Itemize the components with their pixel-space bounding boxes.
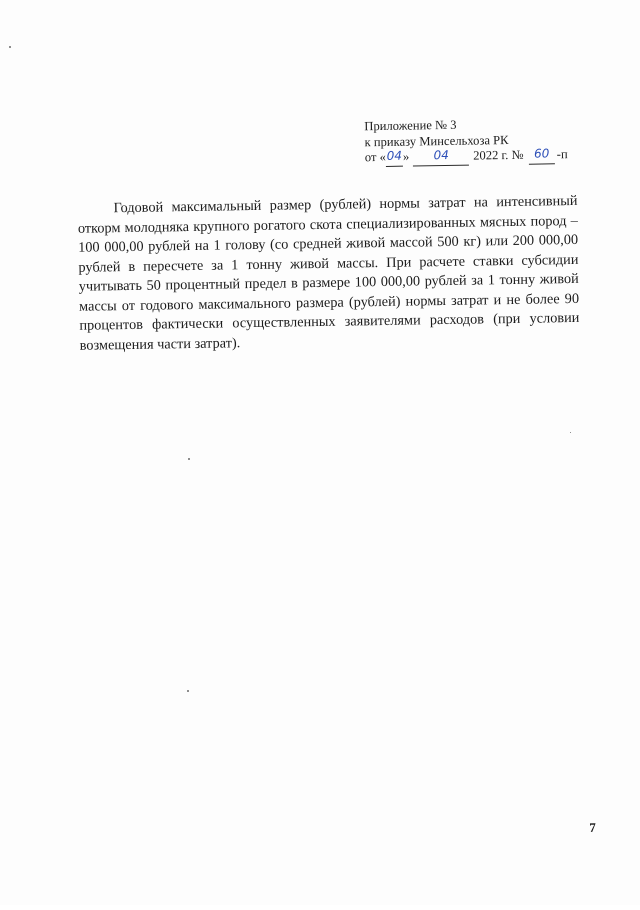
scan-speck xyxy=(570,432,571,433)
appendix-title: Приложение № 3 xyxy=(364,117,457,134)
handwritten-month: 04 xyxy=(433,147,449,163)
appendix-date-line xyxy=(365,147,568,167)
scan-speck xyxy=(188,458,190,460)
handwritten-order-number: 60 xyxy=(533,146,550,161)
appendix-header xyxy=(364,116,568,167)
appendix-order-reference: к приказу Минсельхоза РК xyxy=(364,132,509,149)
date-prefix: от « xyxy=(364,149,386,165)
day-field xyxy=(386,150,403,167)
handwritten-day: 04 xyxy=(386,148,403,163)
order-suffix: -п xyxy=(556,147,568,162)
month-field xyxy=(413,149,469,166)
order-number-field xyxy=(529,147,555,164)
main-paragraph: Годовой максимальный размер (рублей) нормы затрат на интенсивный откорм молодняка крупного рогатого скота специализированных мясных пород – 100 000,00 рублей на 1 голову (со средней живой массой 500 кг) или 200 000,00 рублей в пересчете за 1 тонну живой массы. При расчете ставки субсидии учитывать 50 процентный предел в размере 100 000,00 рублей за 1 тонну живой массы от годового максимального размера (рублей) нормы затрат и не более 90 процентов фактически осуществленных заявителями расходов (при условии возмещения части затрат). xyxy=(77,192,580,354)
date-mid: » xyxy=(402,149,410,164)
page-number: 7 xyxy=(589,819,596,835)
scan-speck xyxy=(9,46,11,48)
year-and-number-label: 2022 г. № xyxy=(473,147,524,163)
scan-speck xyxy=(187,690,189,692)
